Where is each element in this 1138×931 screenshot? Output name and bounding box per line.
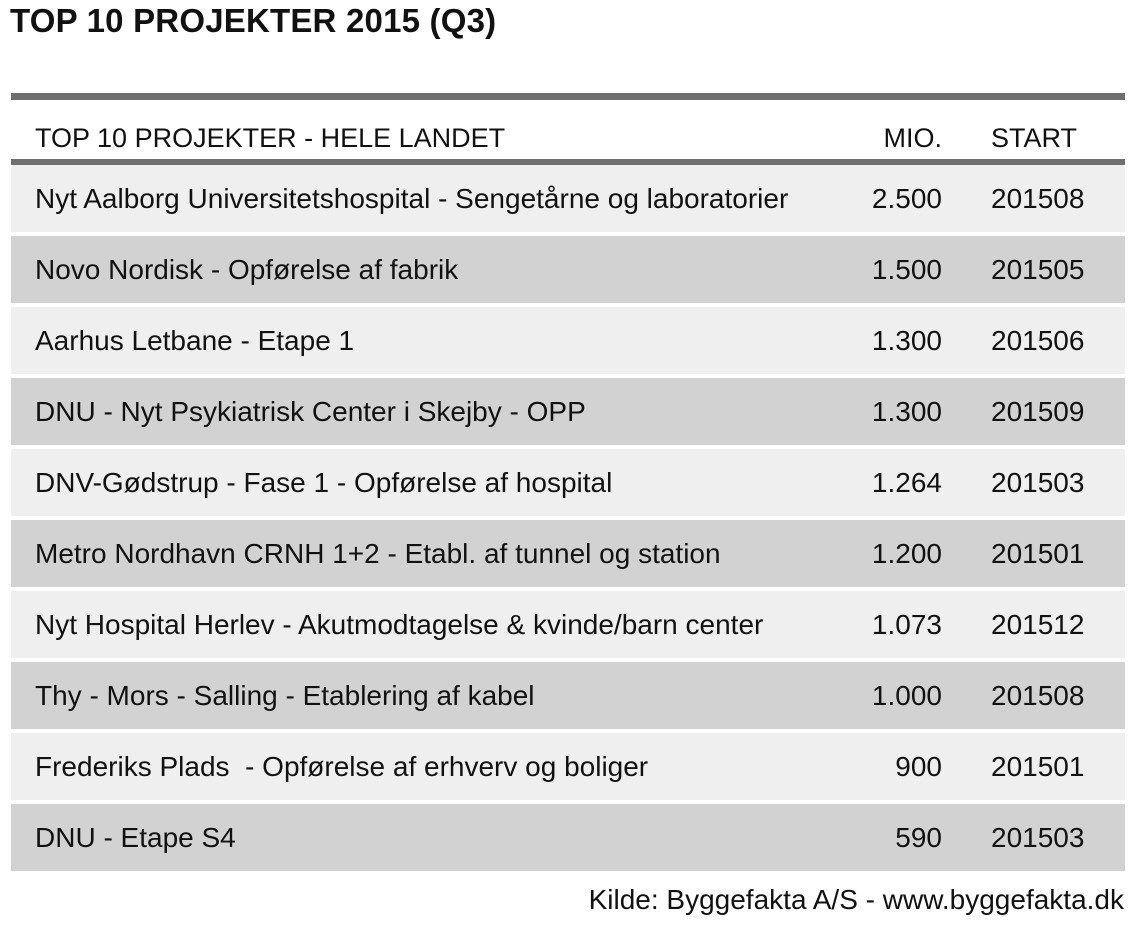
project-name: DNU - Nyt Psykiatrisk Center i Skejby - OPP bbox=[35, 396, 586, 427]
project-name: Thy - Mors - Salling - Etablering af kabel bbox=[35, 680, 535, 711]
table-row bbox=[11, 520, 1125, 587]
table-row bbox=[11, 662, 1125, 729]
project-mio: 1.200 bbox=[871, 538, 942, 569]
project-mio: 2.500 bbox=[871, 183, 942, 214]
project-mio: 1.300 bbox=[871, 396, 942, 427]
project-mio: 590 bbox=[895, 822, 942, 853]
project-name: Metro Nordhavn CRNH 1+2 - Etabl. af tunnel og station bbox=[35, 538, 721, 569]
table-top-rule bbox=[11, 93, 1125, 100]
project-mio: 1.073 bbox=[871, 609, 942, 640]
projects-table bbox=[11, 93, 1125, 875]
project-start: 201505 bbox=[991, 254, 1085, 285]
project-start: 201509 bbox=[991, 396, 1085, 427]
project-start: 201503 bbox=[991, 822, 1085, 853]
project-name: Aarhus Letbane - Etape 1 bbox=[35, 325, 355, 356]
project-mio: 1.300 bbox=[871, 325, 942, 356]
project-mio: 1.264 bbox=[871, 467, 942, 498]
project-start: 201501 bbox=[991, 751, 1085, 782]
table-row bbox=[11, 591, 1125, 658]
project-mio: 1.000 bbox=[871, 680, 942, 711]
table-header bbox=[11, 100, 1125, 159]
project-start: 201508 bbox=[991, 183, 1085, 214]
project-name: Frederiks Plads - Opførelse af erhverv og boliger bbox=[35, 751, 649, 782]
project-start: 201501 bbox=[991, 538, 1085, 569]
chart-title: TOP 10 PROJEKTER 2015 (Q3) bbox=[10, 2, 497, 39]
project-start: 201508 bbox=[991, 680, 1085, 711]
project-name: Nyt Aalborg Universitetshospital - Sengetårne og laboratorier bbox=[35, 183, 789, 214]
project-mio: 1.500 bbox=[871, 254, 942, 285]
source-note: Kilde: Byggefakta A/S - www.byggefakta.dk bbox=[588, 884, 1124, 915]
table-row bbox=[11, 236, 1125, 303]
project-start: 201512 bbox=[991, 609, 1085, 640]
project-name: Novo Nordisk - Opførelse af fabrik bbox=[35, 254, 459, 285]
table-row bbox=[11, 733, 1125, 800]
table-row bbox=[11, 165, 1125, 232]
header-start: START bbox=[991, 123, 1078, 153]
project-name: Nyt Hospital Herlev - Akutmodtagelse & kvinde/barn center bbox=[35, 609, 764, 640]
project-start: 201503 bbox=[991, 467, 1085, 498]
table-row bbox=[11, 804, 1125, 871]
project-mio: 900 bbox=[895, 751, 942, 782]
project-name: DNU - Etape S4 bbox=[35, 822, 236, 853]
table-row bbox=[11, 307, 1125, 374]
table-row bbox=[11, 449, 1125, 516]
table-row bbox=[11, 378, 1125, 445]
header-mio: MIO. bbox=[883, 123, 942, 153]
project-name: DNV-Gødstrup - Fase 1 - Opførelse af hospital bbox=[35, 467, 613, 498]
project-start: 201506 bbox=[991, 325, 1085, 356]
header-project: TOP 10 PROJEKTER - HELE LANDET bbox=[35, 123, 506, 153]
